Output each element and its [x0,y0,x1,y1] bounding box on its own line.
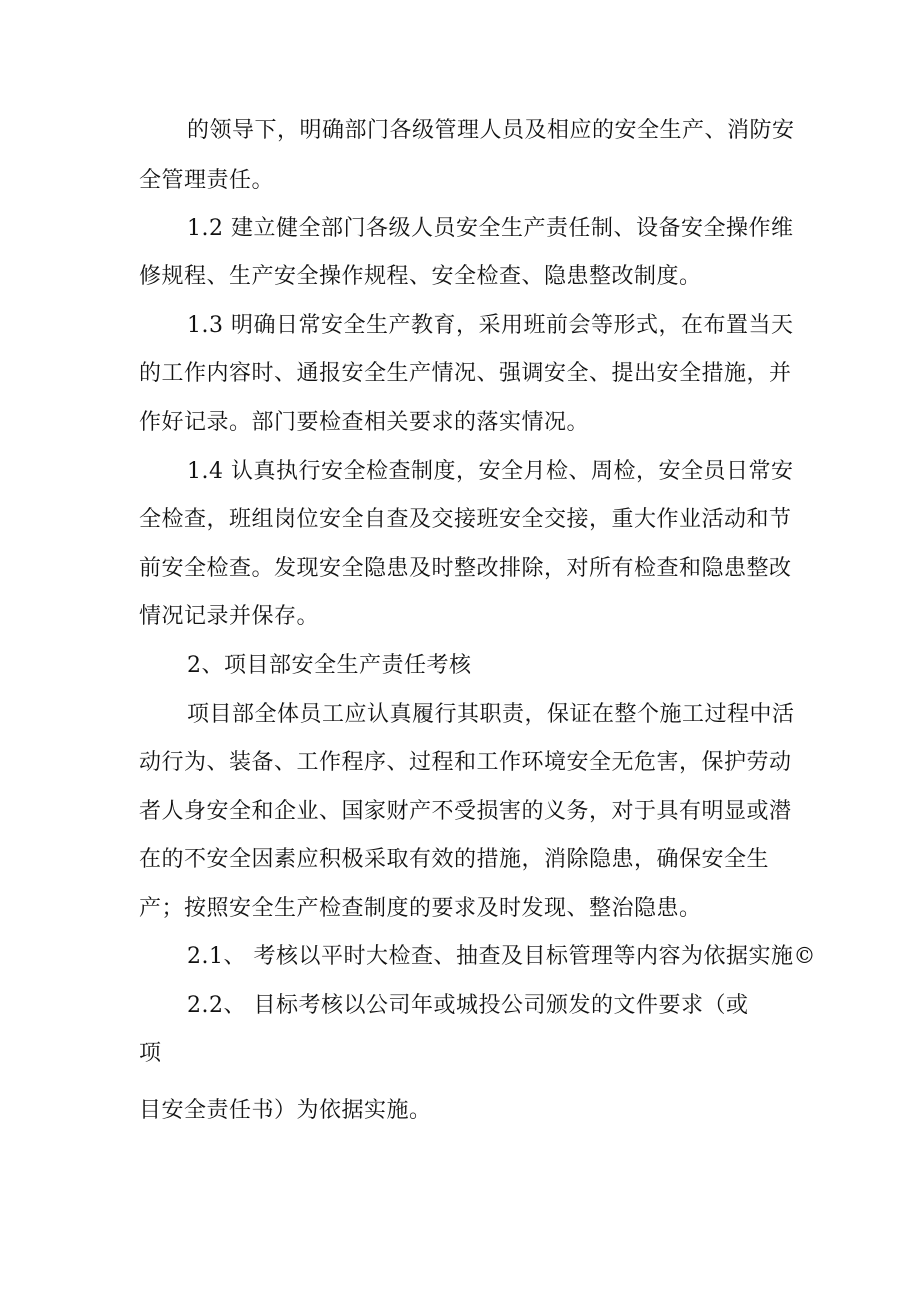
text-line: 的工作内容时、通报安全生产情况、强调安全、提出安全措施，并 [139,361,792,386]
text-line: 产；按照安全生产检查制度的要求及时发现、整治隐患。 [139,896,702,921]
text-line: 目安全责任书）为依据实施。 [139,1098,432,1123]
text-line: 2.1、 考核以平时大检查、抽查及目标管理等内容为依据实施© [187,944,816,969]
text-line: 的领导下，明确部门各级管理人员及相应的安全生产、消防安 [187,118,795,143]
text-line: 项目部全体员工应认真履行其职责，保证在整个施工过程中活 [187,702,795,727]
text-line: 全管理责任。 [139,168,275,193]
text-line: 1.2 建立健全部门各级人员安全生产责任制、设备安全操作维 [187,216,794,241]
text-line: 在的不安全因素应积极采取有效的措施，消除隐患，确保安全生 [139,847,770,872]
text-line: 者人身安全和企业、国家财产不受损害的义务，对于具有明显或潜 [139,799,792,824]
text-line: 2.2、 目标考核以公司年或城投公司颁发的文件要求（或 [187,993,749,1018]
text-line: 1.3 明确日常安全生产教育，采用班前会等形式，在布置当天 [187,313,794,338]
text-line: 修规程、生产安全操作规程、安全检查、隐患整改制度。 [139,264,702,289]
text-line: 全检查，班组岗位安全自查及交接班安全交接，重大作业活动和节 [139,507,792,532]
text-line: 动行为、装备、工作程序、过程和工作环境安全无危害，保护劳动 [139,750,792,775]
text-line: 1.4 认真执行安全检查制度，安全月检、周检，安全员日常安 [187,459,794,484]
text-line: 项 [139,1041,162,1066]
text-line: 情况记录并保存。 [139,604,320,629]
text-line: 作好记录。部门要检查相关要求的落实情况。 [139,410,590,435]
text-line: 前安全检查。发现安全隐患及时整改排除，对所有检查和隐患整改 [139,556,792,581]
section-heading: 2、项目部安全生产责任考核 [187,653,472,678]
